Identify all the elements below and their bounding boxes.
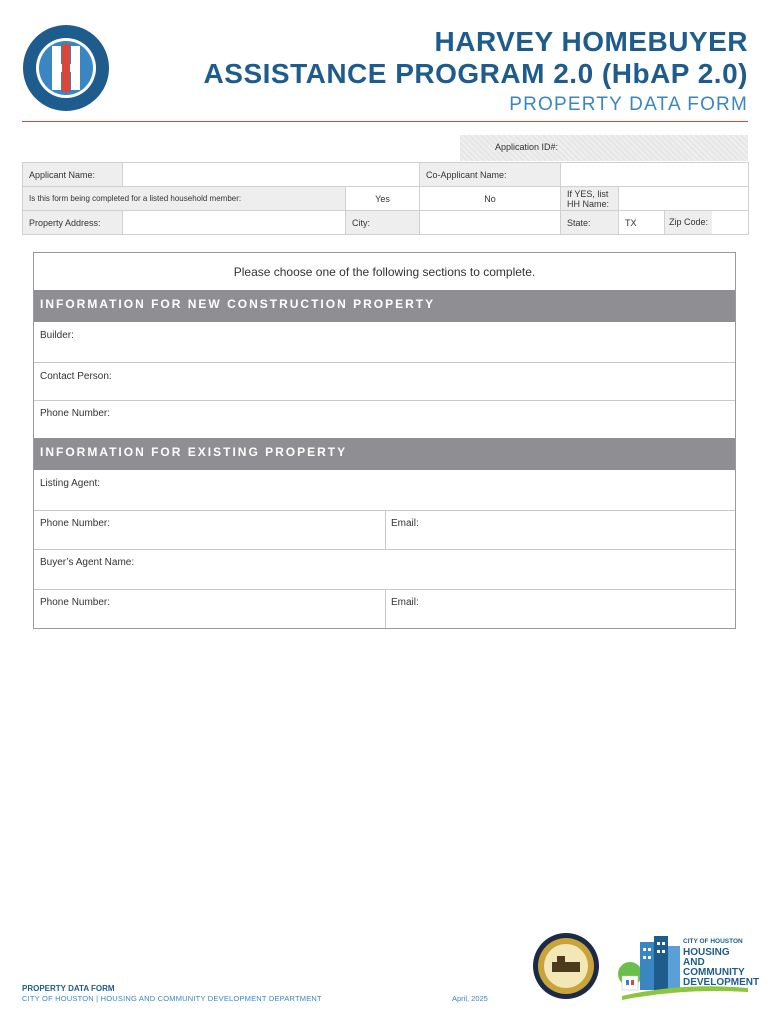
listing-agent-contact-row xyxy=(34,511,735,550)
state-field[interactable]: TX xyxy=(619,211,665,235)
listing-agent-label: Listing Agent: xyxy=(40,478,101,489)
hcd-logo-line-2: COMMUNITY xyxy=(683,967,745,978)
hcd-logo-line-3: DEVELOPMENT xyxy=(683,977,760,988)
hh-name-label: If YES, list HH Name: xyxy=(561,187,619,211)
row-divider xyxy=(385,590,386,628)
applicant-info-table xyxy=(22,162,749,235)
buyers-agent-contact-row xyxy=(34,590,735,628)
city-field[interactable] xyxy=(420,211,561,235)
listing-email-label: Email: xyxy=(391,518,419,529)
one-city-houston-logo xyxy=(22,24,110,112)
property-address-label: Property Address: xyxy=(23,211,123,235)
yes-option[interactable]: Yes xyxy=(346,187,420,211)
hh-name-field[interactable] xyxy=(619,187,749,211)
zip-code-field[interactable] xyxy=(712,211,748,234)
household-question: Is this form being completed for a listed household member: xyxy=(23,187,346,211)
no-option[interactable]: No xyxy=(420,187,561,211)
application-id-label: Application ID#: xyxy=(494,142,558,152)
zip-code-label-text: Zip Code: xyxy=(665,211,712,234)
existing-property-heading: INFORMATION FOR EXISTING PROPERTY xyxy=(34,438,735,470)
listing-agent-row[interactable] xyxy=(34,470,735,511)
form-subtitle: PROPERTY DATA FORM xyxy=(509,94,748,115)
co-applicant-name-field[interactable] xyxy=(561,163,749,187)
builder-label: Builder: xyxy=(40,330,74,341)
hcd-logo-line-1: HOUSING AND xyxy=(683,947,730,968)
state-label: State: xyxy=(561,211,619,235)
contact-person-label: Contact Person: xyxy=(40,371,112,382)
title-line-1: HARVEY HOMEBUYER xyxy=(434,26,748,57)
applicant-name-label: Applicant Name: xyxy=(23,163,123,187)
footer-document-name: PROPERTY DATA FORM xyxy=(22,984,115,993)
section-instruction: Please choose one of the following sections to complete. xyxy=(233,265,536,279)
zip-code-label xyxy=(665,211,749,235)
title-line-2: ASSISTANCE PROGRAM 2.0 (HbAP 2.0) xyxy=(203,58,748,89)
applicant-name-field[interactable] xyxy=(123,163,420,187)
buyers-agent-label: Buyer’s Agent Name: xyxy=(40,557,135,568)
nc-phone-row[interactable] xyxy=(34,401,735,438)
listing-phone-label: Phone Number: xyxy=(40,518,111,529)
buyers-phone-label: Phone Number: xyxy=(40,597,111,608)
property-address-field[interactable] xyxy=(123,211,346,235)
footer-date: April, 2025 xyxy=(452,994,488,1003)
city-label: City: xyxy=(346,211,420,235)
builder-row[interactable] xyxy=(34,322,735,363)
contact-person-row[interactable] xyxy=(34,363,735,401)
row-divider xyxy=(385,511,386,549)
header-divider xyxy=(22,121,748,122)
city-of-houston-seal xyxy=(532,932,600,1000)
hcd-logo-city: CITY OF HOUSTON xyxy=(683,938,743,945)
footer-department: CITY OF HOUSTON | HOUSING AND COMMUNITY DEVELOPMENT DEPARTMENT xyxy=(22,994,322,1003)
co-applicant-name-label: Co-Applicant Name: xyxy=(420,163,561,187)
hcd-logo-text xyxy=(683,947,760,988)
buyers-email-label: Email: xyxy=(391,597,419,608)
new-construction-heading: INFORMATION FOR NEW CONSTRUCTION PROPERTY xyxy=(34,290,735,322)
nc-phone-label: Phone Number: xyxy=(40,408,111,419)
buyers-agent-row[interactable] xyxy=(34,550,735,590)
